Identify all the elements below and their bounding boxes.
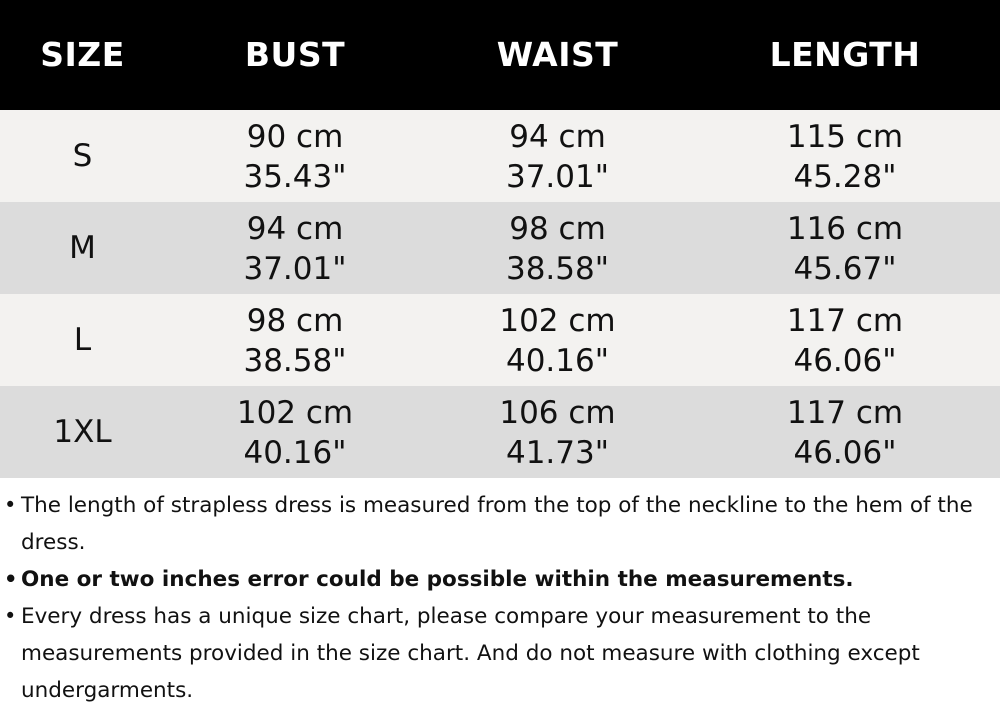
length-cell	[690, 202, 1000, 294]
header-length: LENGTH	[769, 35, 921, 74]
note-text: One or two inches error could be possible within the measurements.	[21, 567, 854, 592]
waist-in: 41.73"	[505, 435, 609, 471]
bust-in: 35.43"	[243, 159, 347, 195]
header-size: SIZE	[40, 35, 125, 74]
bullet-icon: •	[4, 493, 17, 517]
note-text: The length of strapless dress is measured from the top of the neckline to the hem of the dress.	[21, 493, 973, 555]
waist-in: 37.01"	[505, 159, 609, 195]
waist-cell	[425, 202, 690, 294]
bust-cm: 94 cm	[246, 211, 344, 247]
bust-in: 38.58"	[243, 343, 347, 379]
waist-cell	[425, 386, 690, 478]
waist-cell	[425, 294, 690, 386]
bullet-icon: •	[4, 567, 18, 591]
bust-in: 37.01"	[243, 251, 347, 287]
bust-in: 40.16"	[243, 435, 347, 471]
waist-cm: 94 cm	[509, 119, 606, 155]
bust-cell	[165, 110, 425, 202]
waist-in: 38.58"	[505, 251, 609, 287]
size-cell: 1XL	[53, 414, 112, 450]
bust-cell	[165, 386, 425, 478]
table-row	[0, 110, 1000, 202]
waist-cell	[425, 110, 690, 202]
table-header	[0, 0, 1000, 110]
note-item	[0, 598, 1000, 709]
table-row	[0, 202, 1000, 294]
length-cm: 117 cm	[786, 395, 904, 431]
waist-in: 40.16"	[505, 343, 609, 379]
note-text: Every dress has a unique size chart, please compare your measurement to the measurements provided in the size chart. And do not measure with clothing except undergarments.	[21, 604, 920, 703]
length-in: 45.28"	[793, 159, 897, 195]
size-cell: M	[69, 230, 96, 266]
length-in: 45.67"	[793, 251, 897, 287]
length-cm: 115 cm	[786, 119, 904, 155]
bullet-icon: •	[4, 604, 17, 628]
length-cell	[690, 110, 1000, 202]
length-cell	[690, 294, 1000, 386]
length-in: 46.06"	[793, 343, 897, 379]
waist-cm: 98 cm	[509, 211, 606, 247]
waist-cm: 102 cm	[499, 303, 616, 339]
bust-cm: 102 cm	[236, 395, 354, 431]
table-row	[0, 386, 1000, 478]
bust-cell	[165, 294, 425, 386]
length-cm: 116 cm	[786, 211, 904, 247]
size-cell: S	[72, 138, 93, 174]
note-item	[0, 561, 1000, 598]
note-item	[0, 487, 1000, 561]
notes-list	[0, 487, 1000, 709]
header-bust: BUST	[244, 35, 346, 74]
length-cm: 117 cm	[786, 303, 904, 339]
waist-cm: 106 cm	[499, 395, 616, 431]
bust-cm: 90 cm	[246, 119, 344, 155]
table-row	[0, 294, 1000, 386]
length-in: 46.06"	[793, 435, 897, 471]
bust-cm: 98 cm	[246, 303, 344, 339]
header-waist: WAIST	[496, 35, 619, 74]
size-cell: L	[73, 322, 92, 358]
length-cell	[690, 386, 1000, 478]
bust-cell	[165, 202, 425, 294]
